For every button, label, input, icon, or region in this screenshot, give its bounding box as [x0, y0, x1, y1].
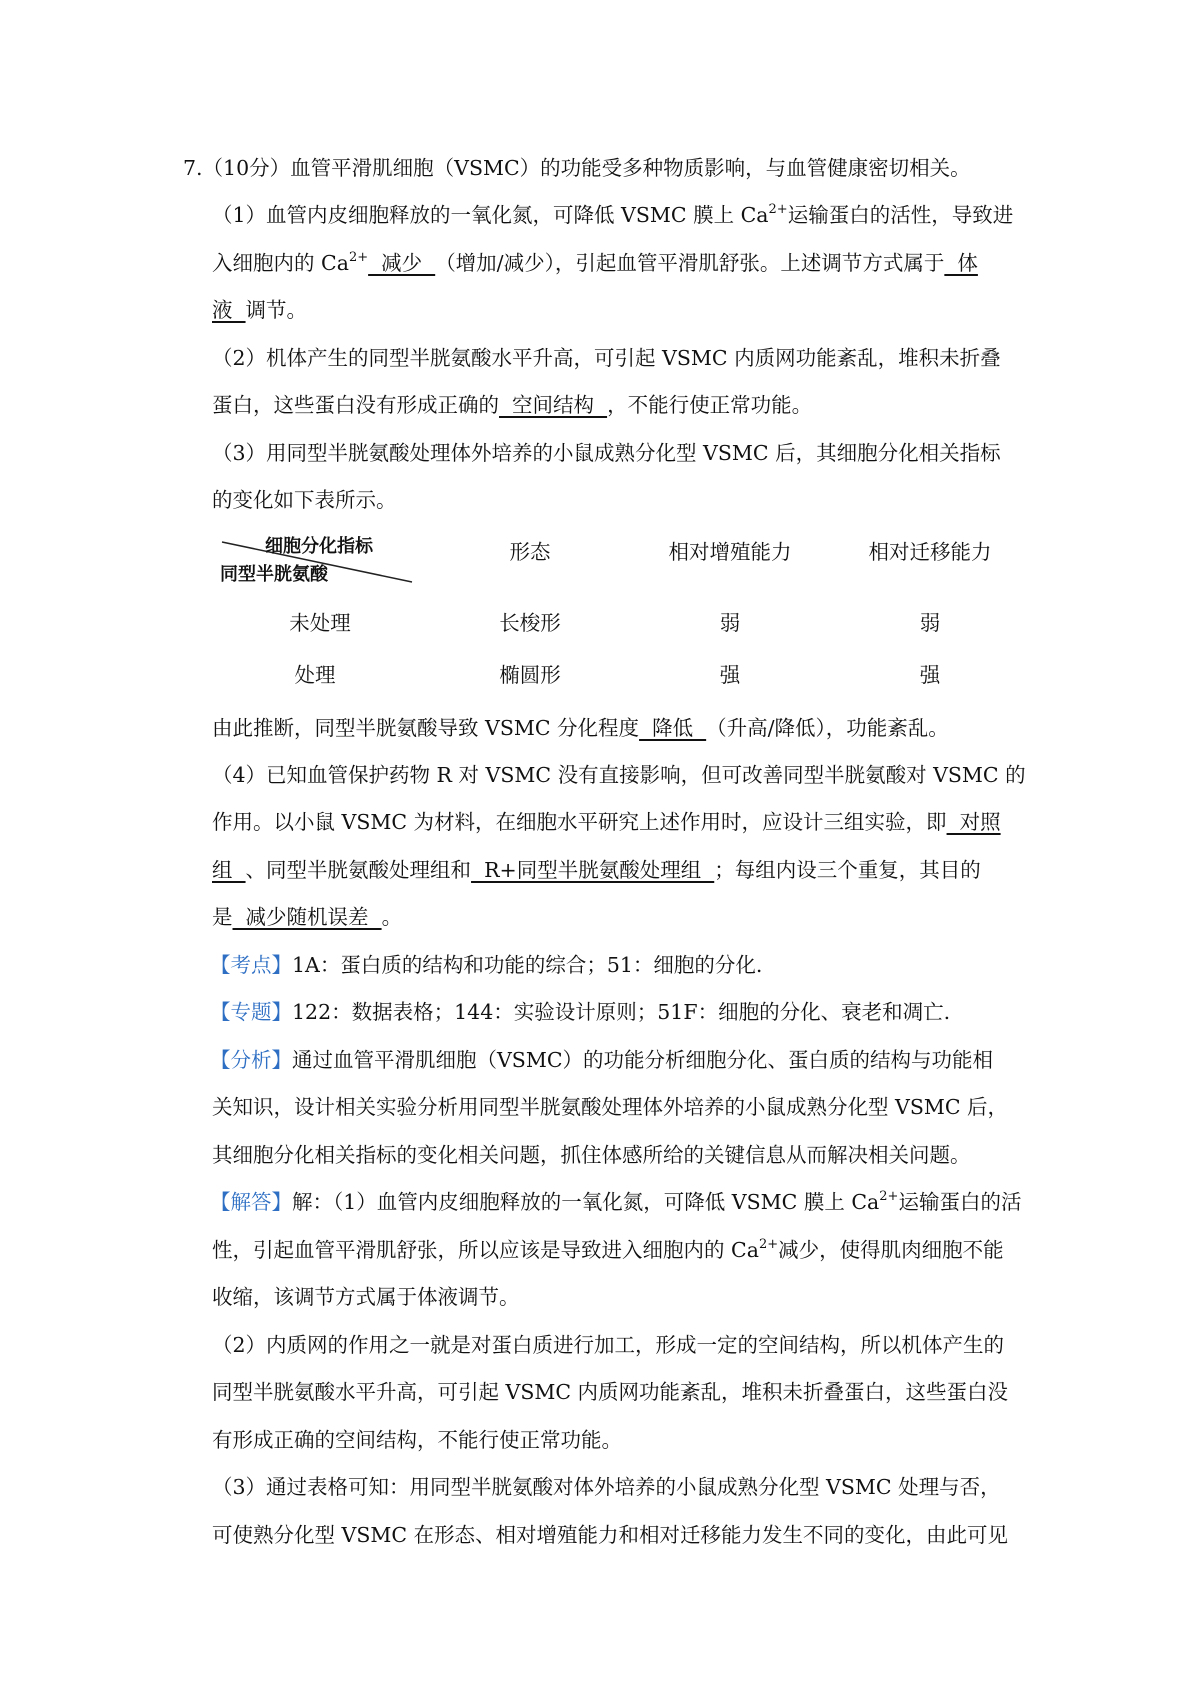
table-diagonal-header — [220, 536, 415, 588]
q4-line-3 — [212, 855, 981, 885]
ca-superscript: 2+ — [758, 1237, 779, 1252]
answer-blank: 减少 — [368, 251, 436, 275]
table-cell: 处理 — [294, 663, 336, 687]
q4-line-2 — [212, 807, 1001, 837]
table-cell: 未处理 — [289, 611, 351, 635]
q1-text-e: 调节。 — [245, 298, 308, 322]
q2-text-b: ，不能行使正常功能。 — [607, 393, 813, 417]
jieda-text-b: 运输蛋白的活 — [898, 1190, 1022, 1214]
q1-text-c: 入细胞内的 Ca — [212, 251, 349, 275]
q2-text-a: 蛋白，这些蛋白没有形成正确的 — [212, 393, 499, 417]
q2-line-1: （2）机体产生的同型半胱氨酸水平升高，可引起 VSMC 内质网功能紊乱，堆积未折叠 — [212, 346, 1001, 370]
q4-text-d: 是 — [212, 905, 233, 929]
question-intro: 7.（10分）血管平滑肌细胞（VSMC）的功能受多种物质影响，与血管健康密切相关。 — [183, 156, 971, 180]
ca-superscript: 2+ — [768, 202, 788, 217]
q3-conclusion-b: （升高/降低），功能紊乱。 — [706, 716, 949, 740]
fenxi-text: 通过血管平滑肌细胞（VSMC）的功能分析细胞分化、蛋白质的结构与功能相 — [292, 1048, 994, 1072]
q3-line-1: （3）用同型半胱氨酸处理体外培养的小鼠成熟分化型 VSMC 后，其细胞分化相关指标 — [212, 441, 1001, 465]
jieda-p3-line-1: （3）通过表格可知：用同型半胱氨酸对体外培养的小鼠成熟分化型 VSMC 处理与否， — [212, 1475, 1001, 1499]
q1-line-3 — [212, 295, 307, 325]
ca-superscript: 2+ — [348, 250, 369, 265]
kaodian-tag: 【考点】 — [210, 953, 292, 977]
jieda-line-1 — [210, 1187, 1021, 1217]
table-cell: 椭圆形 — [499, 663, 561, 687]
q1-text-d: （增加/减少），引起血管平滑肌舒张。上述调节方式属于 — [435, 251, 945, 275]
q4-line-1: （4）已知血管保护药物 R 对 VSMC 没有直接影响，但可改善同型半胱氨酸对 VSMC 的 — [212, 763, 1026, 787]
q1-line-2 — [212, 248, 978, 278]
answer-blank: 液 — [212, 298, 246, 322]
q3-conclusion — [212, 713, 949, 743]
q1-text-b: 运输蛋白的活性，导致进 — [787, 203, 1014, 227]
fenxi-tag: 【分析】 — [210, 1048, 292, 1072]
q4-text-c: ；每组内设三个重复，其目的 — [714, 858, 981, 882]
diag-header-bottom: 同型半胱氨酸 — [220, 564, 328, 585]
q2-line-2 — [212, 390, 812, 420]
jieda-p2-line-2: 同型半胱氨酸水平升高，可引起 VSMC 内质网功能紊乱，堆积未折叠蛋白，这些蛋白没 — [212, 1380, 1009, 1404]
zhuanti-text: 122：数据表格；144：实验设计原则；51F：细胞的分化、衰老和凋亡. — [292, 1000, 951, 1024]
answer-blank: 组 — [212, 858, 246, 882]
zhuanti-tag: 【专题】 — [210, 1000, 292, 1024]
jieda-text-d: 减少，使得肌肉细胞不能 — [778, 1238, 1004, 1262]
q4-text-e: 。 — [381, 905, 403, 929]
jieda-line-3: 收缩，该调节方式属于体液调节。 — [212, 1285, 520, 1309]
fenxi-line-1 — [210, 1045, 993, 1075]
jieda-line-2 — [212, 1235, 1004, 1265]
kaodian-text: 1A：蛋白质的结构和功能的综合；51：细胞的分化. — [292, 953, 763, 977]
diag-header-top: 细胞分化指标 — [265, 536, 373, 557]
q1-line-1 — [212, 200, 1013, 230]
fenxi-line-3: 其细胞分化相关指标的变化相关问题，抓住体感所给的关键信息从而解决相关问题。 — [212, 1143, 971, 1167]
table-cell: 强 — [919, 663, 941, 687]
table-cell: 弱 — [919, 611, 941, 635]
q4-text-a: 作用。以小鼠 VSMC 为材料，在细胞水平研究上述作用时，应设计三组实验，即 — [212, 810, 947, 834]
jieda-p3-line-2: 可使熟分化型 VSMC 在形态、相对增殖能力和相对迁移能力发生不同的变化，由此可见 — [212, 1523, 1009, 1547]
answer-blank: 降低 — [639, 716, 707, 740]
jieda-text-a: 解：（1）血管内皮细胞释放的一氧化氮，可降低 VSMC 膜上 Ca — [292, 1190, 880, 1214]
q4-text-b: 、同型半胱氨酸处理组和 — [245, 858, 472, 882]
table-header: 相对迁移能力 — [868, 540, 992, 564]
jieda-p2-line-1: （2）内质网的作用之一就是对蛋白质进行加工，形成一定的空间结构，所以机体产生的 — [212, 1333, 1005, 1357]
q3-line-2: 的变化如下表所示。 — [212, 488, 397, 512]
table-header: 相对增殖能力 — [668, 540, 792, 564]
table-cell: 弱 — [719, 611, 741, 635]
answer-blank: 减少随机误差 — [232, 905, 382, 929]
jieda-p2-line-3: 有形成正确的空间结构，不能行使正常功能。 — [212, 1428, 622, 1452]
table-cell: 强 — [719, 663, 741, 687]
answer-blank: 空间结构 — [499, 393, 608, 417]
jieda-tag: 【解答】 — [210, 1190, 292, 1214]
ca-superscript: 2+ — [879, 1189, 899, 1204]
kaodian-line — [210, 950, 762, 980]
answer-blank: 体 — [944, 251, 978, 275]
jieda-text-c: 性，引起血管平滑肌舒张，所以应该是导致进入细胞内的 Ca — [212, 1238, 759, 1262]
fenxi-line-2: 关知识，设计相关实验分析用同型半胱氨酸处理体外培养的小鼠成熟分化型 VSMC 后， — [212, 1095, 1009, 1119]
q1-text-a: （1）血管内皮细胞释放的一氧化氮，可降低 VSMC 膜上 Ca — [212, 203, 769, 227]
q4-line-4 — [212, 902, 402, 932]
q3-conclusion-a: 由此推断，同型半胱氨酸导致 VSMC 分化程度 — [212, 716, 640, 740]
table-cell: 长梭形 — [499, 611, 561, 635]
zhuanti-line — [210, 997, 950, 1027]
table-header: 形态 — [509, 540, 551, 564]
answer-blank: R+同型半胱氨酸处理组 — [471, 858, 715, 882]
answer-blank: 对照 — [946, 810, 1001, 834]
